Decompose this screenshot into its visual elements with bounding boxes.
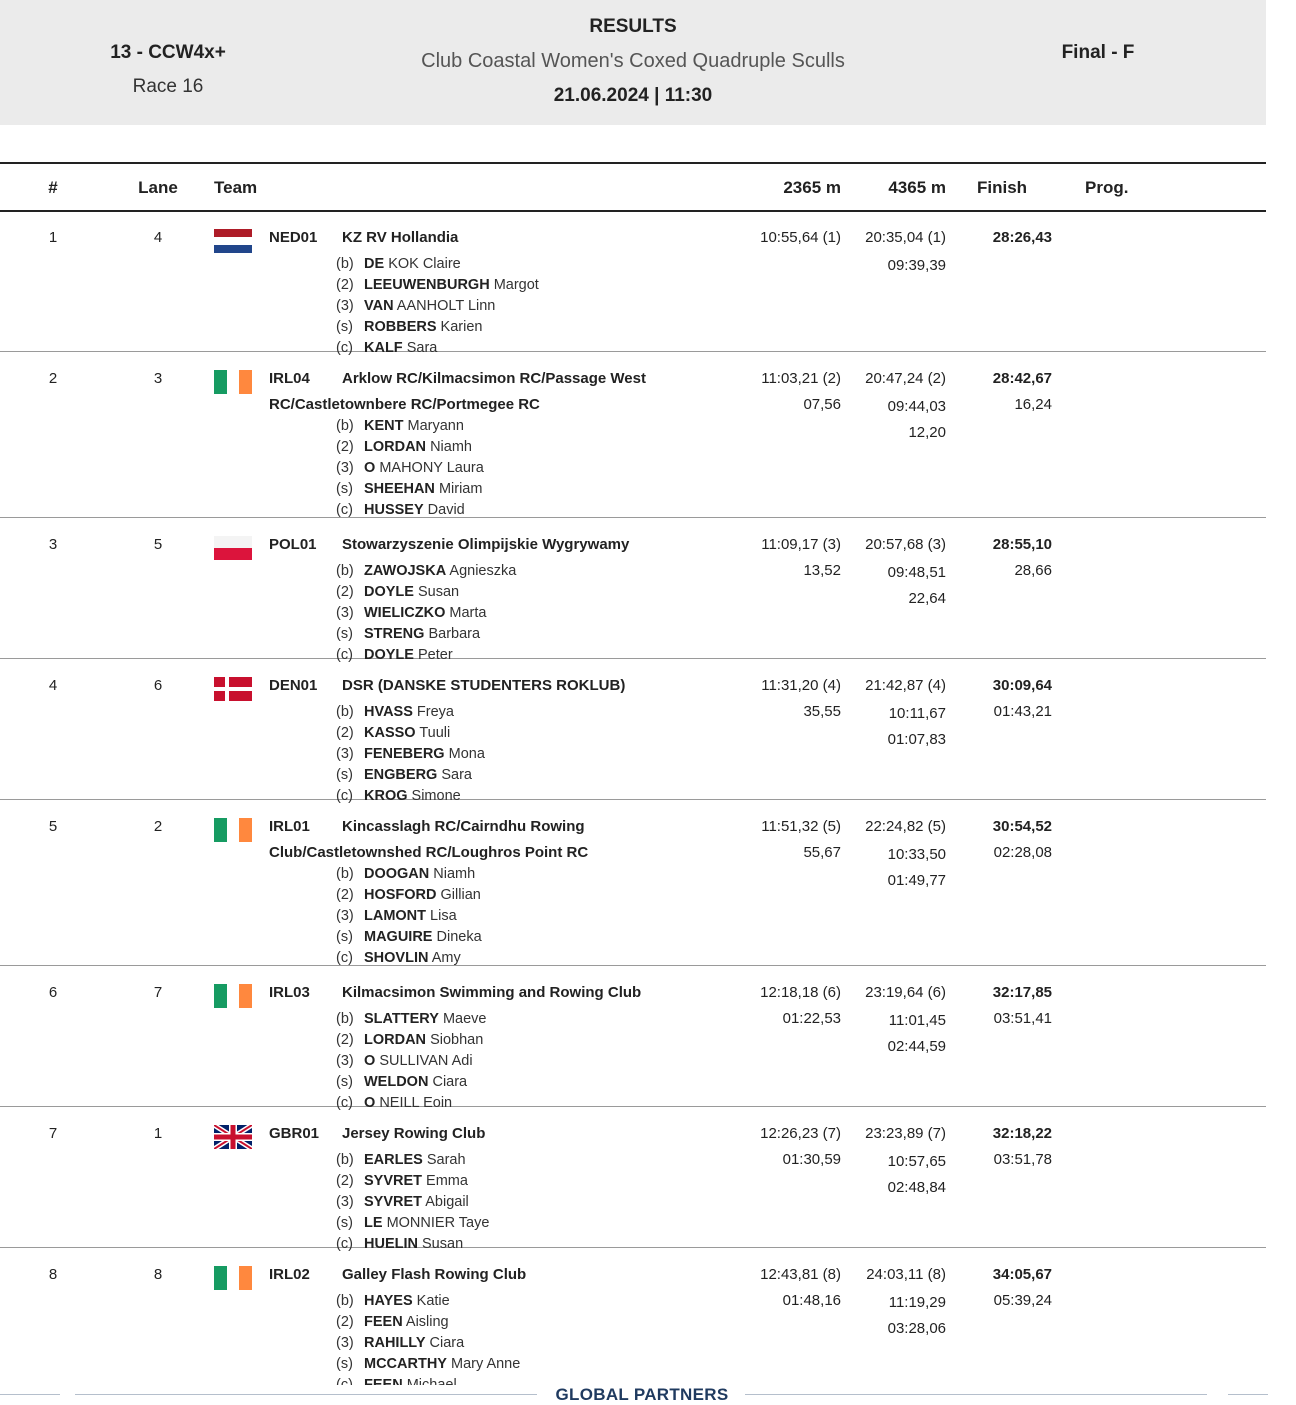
split-2-time: 21:42,87 (4) (865, 677, 946, 694)
seat-position: (2) (336, 725, 354, 741)
crew-last-name: WIELICZKO (364, 605, 446, 621)
seat-position: (c) (336, 788, 353, 804)
seat-position: (2) (336, 1314, 354, 1330)
crew-member (336, 885, 482, 906)
split-1-time: 01:30,59 (782, 1151, 841, 1168)
crew-first-name: Susan (417, 584, 460, 600)
split-2-time: 01:07,83 (887, 731, 946, 748)
crew-first-name: Karien (440, 319, 483, 335)
team-code: IRL03 (269, 984, 310, 1001)
seat-position: (b) (336, 704, 354, 720)
crew-last-name: MCCARTHY (364, 1356, 447, 1372)
results-title: RESULTS (589, 16, 677, 37)
crew-first-name: Dineka (436, 929, 482, 945)
split-2-time: 09:48,51 (887, 564, 946, 581)
seat-position: (s) (336, 626, 353, 642)
crew-member (336, 1333, 520, 1354)
result-row (0, 658, 1266, 804)
crew-first-name: Katie (416, 1293, 450, 1309)
finish-time: 03:51,41 (993, 1010, 1052, 1027)
split-2-time: 20:47,24 (2) (865, 370, 946, 387)
seat-position: (b) (336, 1293, 354, 1309)
split-2-time: 20:57,68 (3) (865, 536, 946, 553)
seat-position: (s) (336, 1215, 353, 1231)
seat-position: (s) (336, 1356, 353, 1372)
result-row (0, 799, 1266, 966)
crew-last-name: DOOGAN (364, 866, 430, 882)
split-1-time: 12:43,81 (8) (760, 1266, 841, 1283)
col-finish: Finish (977, 178, 1028, 197)
lane: 1 (153, 1125, 163, 1142)
result-row (0, 210, 1266, 356)
crew-last-name: KALF (364, 340, 403, 356)
crew-member (336, 864, 482, 885)
crew-first-name: Peter (417, 647, 453, 663)
team-name-cont: Club/Castletownshed RC/Loughros Point RC (269, 844, 589, 861)
split-2-time: 10:33,50 (887, 846, 946, 863)
split-1-time: 01:48,16 (782, 1292, 841, 1309)
crew-list (336, 1150, 489, 1255)
team-code: IRL04 (269, 370, 310, 387)
ireland-flag-icon (214, 984, 252, 1008)
rank: 8 (48, 1266, 58, 1283)
team-code: IRL01 (269, 818, 310, 835)
finish-time: 30:09,64 (992, 677, 1052, 694)
crew-member (336, 1213, 489, 1234)
seat-position: (3) (336, 460, 354, 476)
split-1-time: 35,55 (803, 703, 841, 720)
crew-first-name: Abigail (425, 1194, 469, 1210)
split-1-time: 12:26,23 (7) (760, 1125, 841, 1142)
finish-time: 30:54,52 (992, 818, 1052, 835)
split-1-time: 07,56 (803, 396, 841, 413)
split-1-time: 11:03,21 (2) (761, 370, 841, 387)
seat-position: (2) (336, 584, 354, 600)
crew-member (336, 254, 539, 275)
split-2-time: 10:11,67 (888, 705, 946, 722)
crew-list (336, 561, 516, 666)
seat-position: (3) (336, 746, 354, 762)
crew-member (336, 1291, 520, 1312)
crew-member (336, 927, 482, 948)
crew-member (336, 317, 539, 338)
seat-position: (b) (336, 866, 354, 882)
seat-position: (2) (336, 1032, 354, 1048)
crew-first-name: Freya (416, 704, 454, 720)
finish-time: 28:26,43 (992, 229, 1052, 246)
seat-position: (b) (336, 256, 354, 272)
crew-last-name: WELDON (364, 1074, 429, 1090)
col-rank: # (48, 178, 58, 197)
split-1-time: 01:22,53 (782, 1010, 841, 1027)
crew-last-name: HUELIN (364, 1236, 418, 1252)
seat-position: (c) (336, 1236, 353, 1252)
col-lane: Lane (138, 178, 178, 197)
split-2-time: 12,20 (908, 424, 946, 441)
crew-first-name: Tuuli (419, 725, 451, 741)
team-name-cont: RC/Castletownbere RC/Portmegee RC (269, 396, 540, 413)
event-code: 13 - CCW4x+ (110, 42, 226, 63)
split-2-time: 09:44,03 (887, 398, 946, 415)
crew-first-name: Ciara (429, 1335, 465, 1351)
result-row (0, 517, 1266, 663)
seat-position: (2) (336, 439, 354, 455)
finish-time: 28,66 (1014, 562, 1052, 579)
team-name: Arklow RC/Kilmacsimon RC/Passage West (342, 370, 646, 387)
seat-position: (3) (336, 1194, 354, 1210)
team-name: Stowarzyszenie Olimpijskie Wygrywamy (342, 536, 630, 553)
lane: 6 (153, 677, 163, 694)
crew-last-name: LORDAN (364, 1032, 427, 1048)
crew-list (336, 702, 485, 807)
team-code: IRL02 (269, 1266, 310, 1283)
crew-last-name: SYVRET (364, 1173, 423, 1189)
split-2-time: 24:03,11 (8) (866, 1266, 946, 1283)
team-code: NED01 (269, 229, 318, 246)
seat-position: (3) (336, 1053, 354, 1069)
crew-last-name: HAYES (364, 1293, 413, 1309)
result-row (0, 965, 1266, 1111)
split-2-time: 11:19,29 (888, 1294, 946, 1311)
crew-member (336, 1354, 520, 1375)
crew-member (336, 1171, 489, 1192)
denmark-flag-icon (214, 677, 252, 701)
crew-last-name: ZAWOJSKA (364, 563, 447, 579)
rank: 2 (48, 370, 58, 387)
ireland-flag-icon (214, 370, 252, 394)
seat-position: (c) (336, 950, 353, 966)
event-date-time: 21.06.2024 | 11:30 (553, 85, 713, 106)
crew-last-name: HOSFORD (364, 887, 437, 903)
col-split-1: 2365 m (783, 178, 841, 197)
crew-member (336, 561, 516, 582)
crew-last-name: ENGBERG (364, 767, 438, 783)
finish-time: 32:17,85 (992, 984, 1052, 1001)
crew-member (336, 1072, 486, 1093)
crew-member (336, 1051, 486, 1072)
ireland-flag-icon (214, 818, 252, 842)
crew-member (336, 1009, 486, 1030)
seat-position: (3) (336, 605, 354, 621)
team-code: GBR01 (269, 1125, 320, 1142)
split-2-time: 22,64 (908, 590, 946, 607)
crew-member (336, 765, 485, 786)
crew-first-name: Mary Anne (451, 1356, 521, 1372)
crew-last-name: HUSSEY (364, 502, 424, 518)
table-header (0, 162, 1266, 212)
col-split-2: 4365 m (888, 178, 946, 197)
crew-last-name: DE (364, 256, 385, 272)
crew-last-name: KASSO (364, 725, 416, 741)
rank: 3 (48, 536, 58, 553)
crew-first-name: Sarah (426, 1152, 466, 1168)
crew-first-name: MAHONY Laura (379, 460, 484, 476)
split-2-time: 11:01,45 (888, 1012, 946, 1029)
crew-last-name: SYVRET (364, 1194, 423, 1210)
seat-position: (2) (336, 887, 354, 903)
rank: 4 (48, 677, 58, 694)
crew-first-name: Sara (406, 340, 438, 356)
seat-position: (2) (336, 1173, 354, 1189)
crew-first-name: Mona (448, 746, 485, 762)
crew-last-name: LORDAN (364, 439, 427, 455)
crew-first-name: NEILL Eoin (379, 1095, 453, 1111)
team-name: Galley Flash Rowing Club (342, 1266, 527, 1283)
split-1-time: 13,52 (803, 562, 841, 579)
crew-member (336, 723, 485, 744)
crew-first-name: SULLIVAN Adi (379, 1053, 473, 1069)
crew-member (336, 1030, 486, 1051)
split-2-time: 20:35,04 (1) (865, 229, 946, 246)
seat-position: (s) (336, 929, 353, 945)
rank: 7 (48, 1125, 58, 1142)
crew-last-name: DOYLE (364, 647, 414, 663)
finish-time: 32:18,22 (992, 1125, 1052, 1142)
finish-time: 05:39,24 (993, 1292, 1052, 1309)
event-name: Club Coastal Women's Coxed Quadruple Sculls (421, 50, 845, 72)
crew-member (336, 1150, 489, 1171)
crew-last-name: SLATTERY (364, 1011, 439, 1027)
crew-list (336, 864, 482, 969)
crew-first-name: Niamh (433, 866, 476, 882)
finish-time: 01:43,21 (993, 703, 1052, 720)
crew-member (336, 702, 485, 723)
lane: 3 (153, 370, 163, 387)
lane: 4 (153, 229, 163, 246)
crew-member (336, 1312, 520, 1333)
crew-first-name: Margot (493, 277, 539, 293)
seat-position: (c) (336, 502, 353, 518)
crew-first-name: Gillian (440, 887, 481, 903)
seat-position: (c) (336, 1095, 353, 1111)
crew-last-name: DOYLE (364, 584, 414, 600)
crew-member (336, 275, 539, 296)
race-number: Race 16 (132, 76, 204, 97)
crew-last-name: SHOVLIN (364, 950, 429, 966)
crew-last-name: KROG (364, 788, 408, 804)
crew-last-name: KENT (364, 418, 404, 434)
crew-first-name: Amy (431, 950, 461, 966)
lane: 8 (153, 1266, 163, 1283)
rank: 5 (48, 818, 58, 835)
crew-first-name: Maeve (442, 1011, 487, 1027)
crew-member (336, 906, 482, 927)
split-2-time: 10:57,65 (887, 1153, 946, 1170)
seat-position: (c) (336, 340, 353, 356)
crew-list (336, 1009, 486, 1114)
crew-last-name: HVASS (364, 704, 413, 720)
final-label: Final - F (1061, 42, 1135, 63)
seat-position: (s) (336, 767, 353, 783)
finish-time: 28:42,67 (992, 370, 1052, 387)
col-team: Team (214, 178, 258, 197)
finish-time: 02:28,08 (993, 844, 1052, 861)
crew-first-name: David (427, 502, 465, 518)
split-1-time: 11:09,17 (3) (761, 536, 841, 553)
team-name: Kilmacsimon Swimming and Rowing Club (342, 984, 642, 1001)
result-row (0, 1106, 1266, 1252)
crew-last-name: RAHILLY (364, 1335, 426, 1351)
team-code: DEN01 (269, 677, 318, 694)
rank: 6 (48, 984, 58, 1001)
crew-member (336, 624, 516, 645)
crew-first-name: MONNIER Taye (386, 1215, 490, 1231)
crew-first-name: Simone (411, 788, 461, 804)
crew-first-name: Lisa (430, 908, 457, 924)
crew-first-name: Siobhan (430, 1032, 484, 1048)
finish-time: 34:05,67 (992, 1266, 1052, 1283)
ireland-flag-icon (214, 1266, 252, 1290)
seat-position: (b) (336, 563, 354, 579)
crew-list (336, 416, 484, 521)
result-row (0, 1247, 1266, 1389)
crew-first-name: Maryann (407, 418, 464, 434)
footer (0, 1385, 1296, 1404)
poland-flag-icon (214, 536, 252, 560)
seat-position: (s) (336, 481, 353, 497)
results-header (0, 0, 1266, 125)
seat-position: (s) (336, 319, 353, 335)
team-name: Kincasslagh RC/Cairndhu Rowing (342, 818, 585, 835)
split-1-time: 12:18,18 (6) (760, 984, 841, 1001)
finish-time: 16,24 (1014, 396, 1052, 413)
split-2-time: 03:28,06 (887, 1320, 946, 1337)
lane: 7 (153, 984, 163, 1001)
split-1-time: 11:31,20 (4) (761, 677, 841, 694)
finish-time: 03:51,78 (993, 1151, 1052, 1168)
crew-last-name: LE (364, 1215, 383, 1231)
crew-last-name: O (364, 1053, 376, 1069)
seat-position: (b) (336, 418, 354, 434)
seat-position: (c) (336, 647, 353, 663)
seat-position: (3) (336, 908, 354, 924)
split-1-time: 55,67 (803, 844, 841, 861)
crew-last-name: LEEUWENBURGH (364, 277, 490, 293)
crew-member (336, 437, 484, 458)
crew-list (336, 254, 539, 359)
split-1-time: 11:51,32 (5) (761, 818, 841, 835)
lane: 5 (153, 536, 163, 553)
crew-last-name: VAN (364, 298, 394, 314)
crew-first-name: Miriam (438, 481, 483, 497)
seat-position: (b) (336, 1152, 354, 1168)
crew-last-name: ROBBERS (364, 319, 437, 335)
crew-member (336, 582, 516, 603)
lane: 2 (153, 818, 163, 835)
split-2-time: 02:44,59 (887, 1038, 946, 1055)
netherlands-flag-icon (214, 229, 252, 253)
crew-member (336, 458, 484, 479)
crew-member (336, 1192, 489, 1213)
crew-first-name: Barbara (428, 626, 481, 642)
seat-position: (3) (336, 298, 354, 314)
crew-first-name: KOK Claire (388, 256, 461, 272)
crew-first-name: Emma (426, 1173, 468, 1189)
crew-last-name: FENEBERG (364, 746, 445, 762)
crew-last-name: O (364, 1095, 376, 1111)
crew-first-name: Sara (441, 767, 472, 783)
crew-last-name: MAGUIRE (364, 929, 433, 945)
crew-first-name: Marta (449, 605, 487, 621)
crew-first-name: AANHOLT Linn (396, 298, 496, 314)
great-britain-flag-icon (214, 1125, 252, 1149)
split-2-time: 23:23,89 (7) (865, 1125, 946, 1142)
seat-position: (2) (336, 277, 354, 293)
global-partners-label: GLOBAL PARTNERS (555, 1385, 729, 1404)
team-code: POL01 (269, 536, 317, 553)
split-2-time: 22:24,82 (5) (865, 818, 946, 835)
crew-last-name: FEEN (364, 1314, 403, 1330)
crew-last-name: SHEEHAN (364, 481, 435, 497)
crew-member (336, 416, 484, 437)
split-2-time: 01:49,77 (887, 872, 946, 889)
split-1-time: 10:55,64 (1) (760, 229, 841, 246)
col-prog: Prog. (1085, 178, 1129, 197)
rank: 1 (48, 229, 58, 246)
crew-first-name: Ciara (432, 1074, 468, 1090)
crew-last-name: LAMONT (364, 908, 427, 924)
crew-member (336, 296, 539, 317)
split-2-time: 23:19,64 (6) (865, 984, 946, 1001)
crew-first-name: Susan (422, 1236, 464, 1252)
finish-time: 28:55,10 (992, 536, 1052, 553)
crew-last-name: STRENG (364, 626, 425, 642)
split-2-time: 09:39,39 (887, 257, 946, 274)
crew-first-name: Agnieszka (449, 563, 517, 579)
result-row (0, 351, 1266, 518)
team-name: DSR (DANSKE STUDENTERS ROKLUB) (342, 677, 626, 694)
crew-member (336, 744, 485, 765)
team-name: KZ RV Hollandia (342, 229, 459, 246)
seat-position: (b) (336, 1011, 354, 1027)
crew-last-name: O (364, 460, 376, 476)
split-2-time: 02:48,84 (887, 1179, 946, 1196)
team-name: Jersey Rowing Club (342, 1125, 486, 1142)
seat-position: (3) (336, 1335, 354, 1351)
seat-position: (s) (336, 1074, 353, 1090)
crew-last-name: EARLES (364, 1152, 423, 1168)
crew-first-name: Niamh (430, 439, 472, 455)
crew-member (336, 603, 516, 624)
crew-member (336, 479, 484, 500)
crew-list (336, 1291, 520, 1396)
crew-first-name: Aisling (405, 1314, 449, 1330)
